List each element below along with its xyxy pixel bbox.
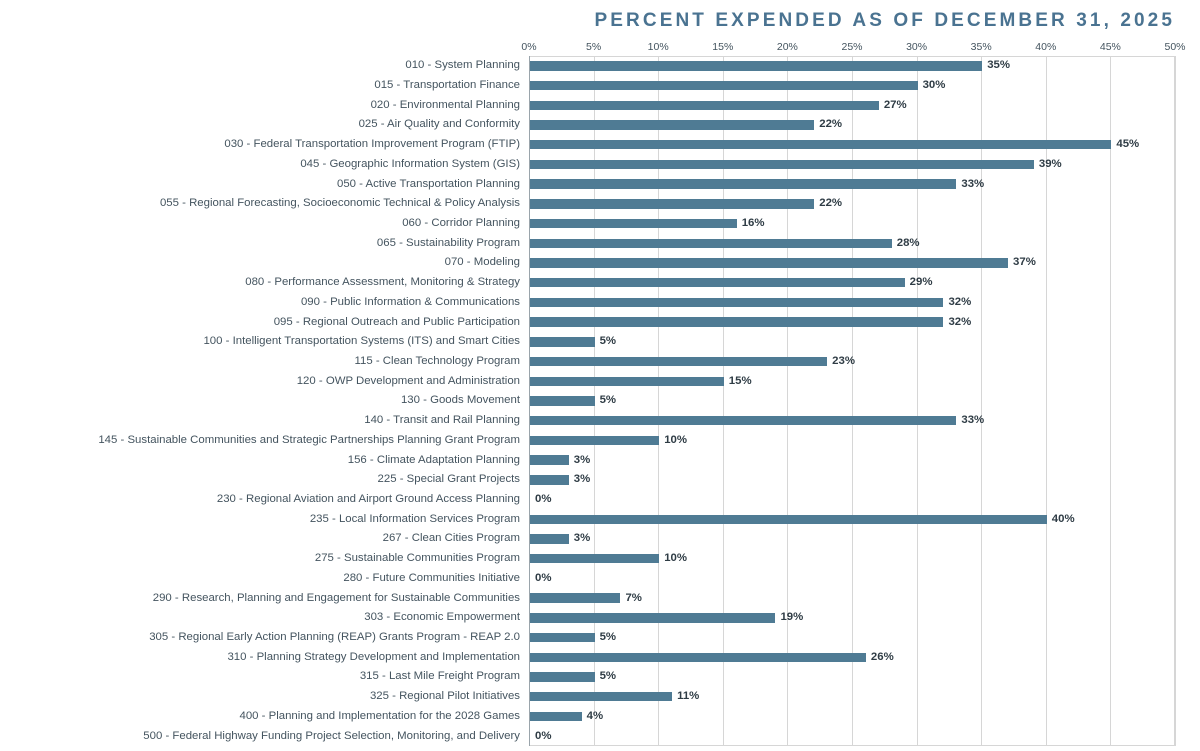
category-label: 030 - Federal Transportation Improvement Program (FTIP): [224, 138, 520, 151]
category-label: 095 - Regional Outreach and Public Participation: [273, 315, 520, 328]
plot-area: [98, 56, 1175, 746]
x-tick-label: 5%: [586, 41, 602, 53]
category-label: 310 - Planning Strategy Development and Implementation: [227, 650, 520, 663]
category-label: 100 - Intelligent Transportation Systems (ITS) and Smart Cities: [203, 335, 520, 348]
category-label: 060 - Corridor Planning: [402, 217, 520, 230]
bar: [530, 179, 956, 189]
value-label: 40%: [1051, 512, 1075, 525]
bar-row: [364, 608, 1175, 628]
value-label: 22%: [819, 197, 843, 210]
category-label: 065 - Sustainability Program: [376, 236, 520, 249]
bar: [530, 416, 956, 426]
value-label: 3%: [573, 473, 591, 486]
bar: [530, 101, 879, 111]
category-label: 055 - Regional Forecasting, Socioeconomic Technical & Policy Analysis: [159, 197, 520, 210]
category-label: 325 - Regional Pilot Initiatives: [369, 690, 520, 703]
bar-row: [149, 628, 1175, 648]
bar: [530, 692, 672, 702]
bar-row: [347, 450, 1175, 470]
gridline: [1175, 56, 1176, 746]
value-label: 28%: [896, 236, 920, 249]
category-label: 500 - Federal Highway Funding Project Selection, Monitoring, and Delivery: [143, 729, 520, 742]
bar-row: [216, 490, 1175, 510]
bar: [530, 160, 1034, 170]
value-label: 23%: [832, 355, 855, 368]
bar: [530, 199, 814, 209]
bar-row: [227, 647, 1175, 667]
bar-row: [245, 273, 1175, 293]
value-label: 10%: [664, 552, 687, 565]
bar-row: [337, 174, 1175, 194]
category-label: 020 - Environmental Planning: [370, 98, 520, 111]
value-label: 29%: [909, 276, 933, 289]
bar: [530, 436, 659, 446]
bar: [530, 613, 775, 623]
category-label: 130 - Goods Movement: [400, 394, 520, 407]
bar: [530, 633, 595, 643]
bar: [530, 653, 866, 663]
category-label: 025 - Air Quality and Conformity: [358, 118, 520, 131]
value-label: 0%: [535, 493, 552, 506]
bar-row: [143, 726, 1175, 746]
x-tick-label: 40%: [1035, 41, 1057, 53]
bar-row: [343, 569, 1175, 589]
bar-row: [359, 667, 1175, 687]
value-label: 5%: [599, 631, 617, 644]
bar-row: [364, 411, 1175, 431]
value-label: 0%: [535, 571, 552, 584]
value-label: 5%: [599, 394, 617, 407]
bar-row: [152, 588, 1175, 608]
x-tick-label: 10%: [647, 41, 669, 53]
bar-row: [159, 194, 1175, 214]
category-label: 145 - Sustainable Communities and Strategic Partnerships Planning Grant Program: [98, 433, 520, 446]
category-label: 230 - Regional Aviation and Airport Ground Access Planning: [216, 493, 520, 506]
bar: [530, 554, 659, 564]
value-label: 27%: [883, 98, 907, 111]
bar-row: [224, 135, 1175, 155]
bar-row: [354, 352, 1175, 372]
bar: [530, 357, 827, 367]
bar: [530, 515, 1047, 525]
value-label: 15%: [728, 374, 752, 387]
bar-row: [370, 95, 1175, 115]
value-label: 11%: [677, 690, 700, 703]
category-label: 050 - Active Transportation Planning: [337, 177, 520, 190]
bar-row: [444, 253, 1175, 273]
x-tick-label: 0%: [521, 41, 537, 53]
category-label: 070 - Modeling: [444, 256, 520, 269]
value-label: 26%: [870, 650, 894, 663]
category-label: 267 - Clean Cities Program: [382, 532, 520, 545]
x-tick-label: 45%: [1099, 41, 1121, 53]
bar-row: [376, 233, 1175, 253]
category-label: 015 - Transportation Finance: [374, 79, 520, 92]
x-tick-label: 20%: [776, 41, 798, 53]
bar: [530, 278, 905, 288]
bar: [530, 377, 724, 387]
category-label: 275 - Sustainable Communities Program: [314, 552, 520, 565]
bar-row: [300, 155, 1175, 175]
category-label: 315 - Last Mile Freight Program: [359, 670, 520, 683]
value-label: 37%: [1013, 256, 1036, 269]
bar-row: [402, 214, 1175, 234]
category-label: 290 - Research, Planning and Engagement for Sustainable Communities: [152, 591, 520, 604]
bar: [530, 239, 892, 249]
bar: [530, 120, 814, 130]
bar: [530, 61, 982, 71]
bar-row: [296, 371, 1175, 391]
category-label: 156 - Climate Adaptation Planning: [347, 453, 520, 466]
bar: [530, 81, 918, 91]
value-label: 19%: [780, 611, 804, 624]
bar-row: [98, 431, 1175, 451]
x-tick-label: 35%: [970, 41, 992, 53]
value-label: 10%: [664, 433, 687, 446]
value-label: 5%: [599, 670, 617, 683]
bar: [530, 396, 595, 406]
value-label: 32%: [948, 315, 972, 328]
category-label: 115 - Clean Technology Program: [354, 355, 520, 368]
bar: [530, 140, 1111, 150]
bar-row: [377, 470, 1175, 490]
bar-row: [374, 76, 1175, 96]
bar: [530, 298, 943, 308]
value-label: 33%: [961, 414, 985, 427]
category-label: 400 - Planning and Implementation for the 2028 Games: [239, 709, 520, 722]
category-label: 303 - Economic Empowerment: [364, 611, 520, 624]
bar-row: [273, 312, 1175, 332]
value-label: 35%: [987, 59, 1010, 72]
bar: [530, 455, 569, 465]
category-label: 225 - Special Grant Projects: [377, 473, 520, 486]
bar: [530, 219, 737, 229]
bar-row: [358, 115, 1175, 135]
x-tick-label: 50%: [1164, 41, 1186, 53]
bar: [530, 672, 595, 682]
value-label: 22%: [819, 118, 843, 131]
value-label: 3%: [573, 532, 591, 545]
value-label: 30%: [922, 79, 946, 92]
value-label: 7%: [625, 591, 642, 604]
bar: [530, 475, 569, 485]
bar-row: [314, 549, 1175, 569]
bar-row: [239, 707, 1175, 727]
bar: [530, 712, 582, 722]
value-label: 0%: [535, 729, 552, 742]
x-tick-label: 25%: [841, 41, 863, 53]
bar: [530, 534, 569, 544]
x-tick-label: 30%: [906, 41, 928, 53]
value-label: 33%: [961, 177, 985, 190]
bar-row: [400, 391, 1175, 411]
value-label: 32%: [948, 295, 972, 308]
value-label: 4%: [586, 709, 604, 722]
value-label: 45%: [1116, 138, 1140, 151]
value-label: 16%: [741, 217, 765, 230]
x-tick-label: 15%: [712, 41, 734, 53]
bar-row: [369, 687, 1175, 707]
value-label: 39%: [1038, 157, 1062, 170]
category-label: 010 - System Planning: [405, 59, 520, 72]
chart-title: PERCENT EXPENDED AS OF DECEMBER 31, 2025: [594, 10, 1175, 31]
bar-row: [309, 509, 1175, 529]
category-label: 235 - Local Information Services Program: [309, 512, 520, 525]
bar-row: [405, 56, 1175, 76]
x-axis-tick-labels: [521, 41, 1186, 55]
value-label: 3%: [573, 453, 591, 466]
category-label: 280 - Future Communities Initiative: [343, 571, 520, 584]
bar: [530, 593, 620, 603]
category-label: 090 - Public Information & Communications: [300, 295, 520, 308]
bar-row: [203, 332, 1175, 352]
category-label: 045 - Geographic Information System (GIS): [300, 157, 520, 170]
bar-row: [300, 293, 1175, 313]
bar-row: [382, 529, 1175, 549]
bar: [530, 337, 595, 347]
bar: [530, 258, 1008, 268]
value-label: 5%: [599, 335, 617, 348]
bar: [530, 317, 943, 327]
category-label: 305 - Regional Early Action Planning (REAP) Grants Program - REAP 2.0: [149, 631, 520, 644]
category-label: 120 - OWP Development and Administration: [296, 374, 520, 387]
category-label: 080 - Performance Assessment, Monitoring & Strategy: [245, 276, 520, 289]
category-label: 140 - Transit and Rail Planning: [364, 414, 520, 427]
